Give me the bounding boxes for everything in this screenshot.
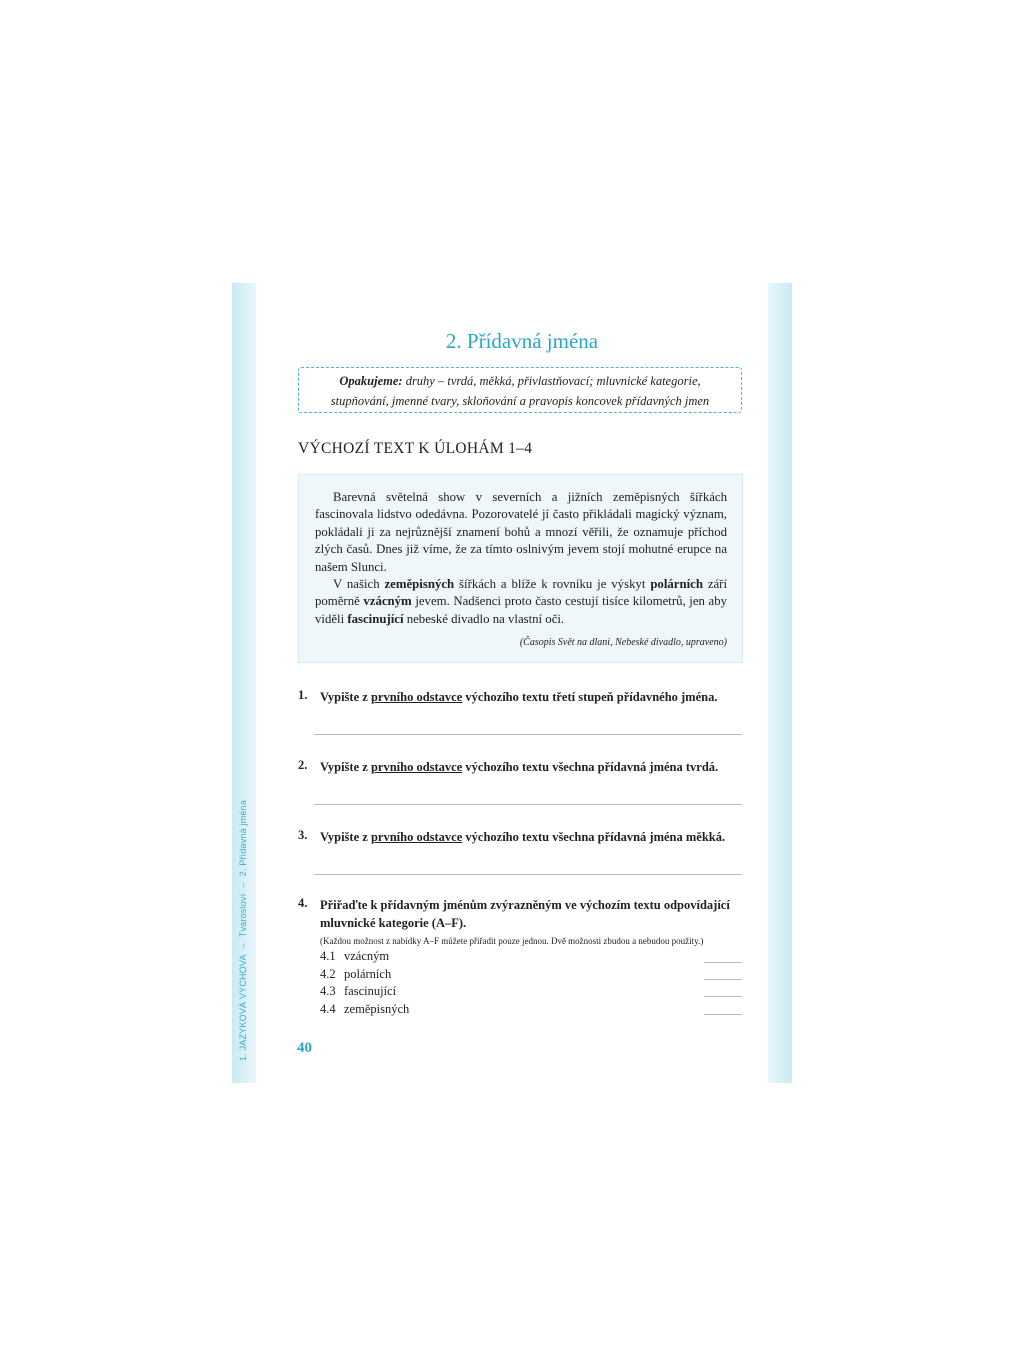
text-fragment: Vypište z — [320, 830, 371, 844]
side-label-part3: 2. Přídavná jména — [238, 799, 248, 877]
text-fragment: Vypište z — [320, 690, 371, 704]
subtask-number: 4.3 — [320, 984, 336, 998]
source-text-box — [298, 474, 743, 663]
text-fragment: výchozího textu všechna přídavná jména měkká. — [462, 830, 726, 844]
task-question — [320, 828, 740, 846]
textbook-page — [232, 283, 792, 1083]
side-label-separator: – — [238, 943, 248, 949]
subtask-word: zeměpisných — [344, 1002, 410, 1016]
source-paragraph-2 — [315, 576, 727, 628]
text-fragment: září poměrně — [315, 577, 727, 609]
text-fragment: V našich — [333, 577, 385, 592]
subtask-4-1 — [320, 949, 389, 964]
text-fragment: Vypište z — [320, 760, 371, 774]
subtask-answer-line[interactable] — [704, 1014, 742, 1015]
text-fragment: jevem. Nadšenci proto často cestují tisíce kilometrů, jen aby viděli — [315, 594, 727, 626]
answer-line[interactable] — [314, 734, 742, 735]
subtask-answer-line[interactable] — [704, 996, 742, 997]
underlined-text: prvního odstavce — [370, 760, 463, 774]
page-number: 40 — [297, 1040, 312, 1056]
task-note: (Každou možnost z nabídky A–F můžete přiřadit pouze jednou. Dvě možnosti zbudou a nebudou použity.) — [320, 936, 704, 946]
underlined-text: prvního odstavce — [370, 830, 463, 844]
task-number: 4. — [298, 896, 308, 910]
source-citation: (Časopis Svět na dlani, Nebeské divadlo, upraveno) — [519, 637, 727, 649]
task-question — [320, 758, 740, 776]
text-fragment: výchozího textu všechna přídavná jména tvrdá. — [462, 760, 719, 774]
side-label-separator: – — [238, 882, 248, 888]
side-label-part1: 1. JAZYKOVÁ VÝCHOVA — [238, 954, 248, 1061]
text-fragment: výchozího textu třetí stupeň přídavného jména. — [462, 690, 718, 704]
side-chapter-label — [238, 800, 248, 1061]
highlighted-word: zeměpisných — [384, 577, 455, 592]
underlined-text: prvního odstavce — [370, 690, 463, 704]
task-number: 2. — [298, 758, 308, 772]
subtask-4-2 — [320, 967, 391, 982]
task-question — [320, 688, 740, 706]
text-fragment: šířkách a blíže k rovníku je výskyt — [454, 577, 651, 592]
review-label: Opakujeme: — [339, 374, 403, 388]
side-label-part2: Tvarosloví — [238, 893, 248, 938]
subtask-word: polárních — [344, 967, 392, 981]
subtask-number: 4.4 — [320, 1002, 336, 1016]
source-text-heading: VÝCHOZÍ TEXT K ÚLOHÁM 1–4 — [298, 440, 533, 457]
answer-line[interactable] — [314, 804, 742, 805]
right-margin-band — [768, 283, 792, 1083]
task-number: 1. — [298, 688, 308, 702]
subtask-answer-line[interactable] — [704, 962, 742, 963]
subtask-answer-line[interactable] — [704, 979, 742, 980]
highlighted-word: vzácným — [363, 594, 412, 609]
highlighted-word: fascinující — [347, 611, 404, 626]
subtask-word: fascinující — [344, 984, 397, 998]
task-number: 3. — [298, 828, 308, 842]
subtask-number: 4.1 — [320, 949, 336, 963]
review-line1: druhy – tvrdá, měkká, přivlastňovací; mluvnické kategorie, — [405, 374, 701, 388]
subtask-number: 4.2 — [320, 967, 336, 981]
highlighted-word: polárních — [650, 577, 703, 592]
subtask-word: vzácným — [344, 949, 390, 963]
review-box — [298, 367, 742, 413]
answer-line[interactable] — [314, 874, 742, 875]
text-fragment: nebeské divadlo na vlastní oči. — [403, 611, 565, 626]
source-paragraph-1: Barevná světelná show v severních a jižních zeměpisných šířkách fascinovala lidstvo odedávna. Pozorovatelé jí často přikládali magický význam, pokládali ji za nejrůznější znamení bohů a mnozí věřili, že oznamuje příchod zlých časů. Dnes již víme, že za tímto oslnivým jevem stojí mohutné erupce na našem Slunci. — [315, 490, 727, 574]
review-line2: stupňování, jmenné tvary, skloňování a pravopis koncovek přídavných jmen — [330, 394, 710, 408]
chapter-title: 2. Přídavná jména — [445, 329, 599, 353]
subtask-4-4 — [320, 1002, 409, 1017]
subtask-4-3 — [320, 984, 396, 999]
task-question: Přiřaďte k přídavným jménům zvýrazněným ve výchozím textu odpovídající mluvnické kategorie (A–F). — [320, 898, 730, 930]
